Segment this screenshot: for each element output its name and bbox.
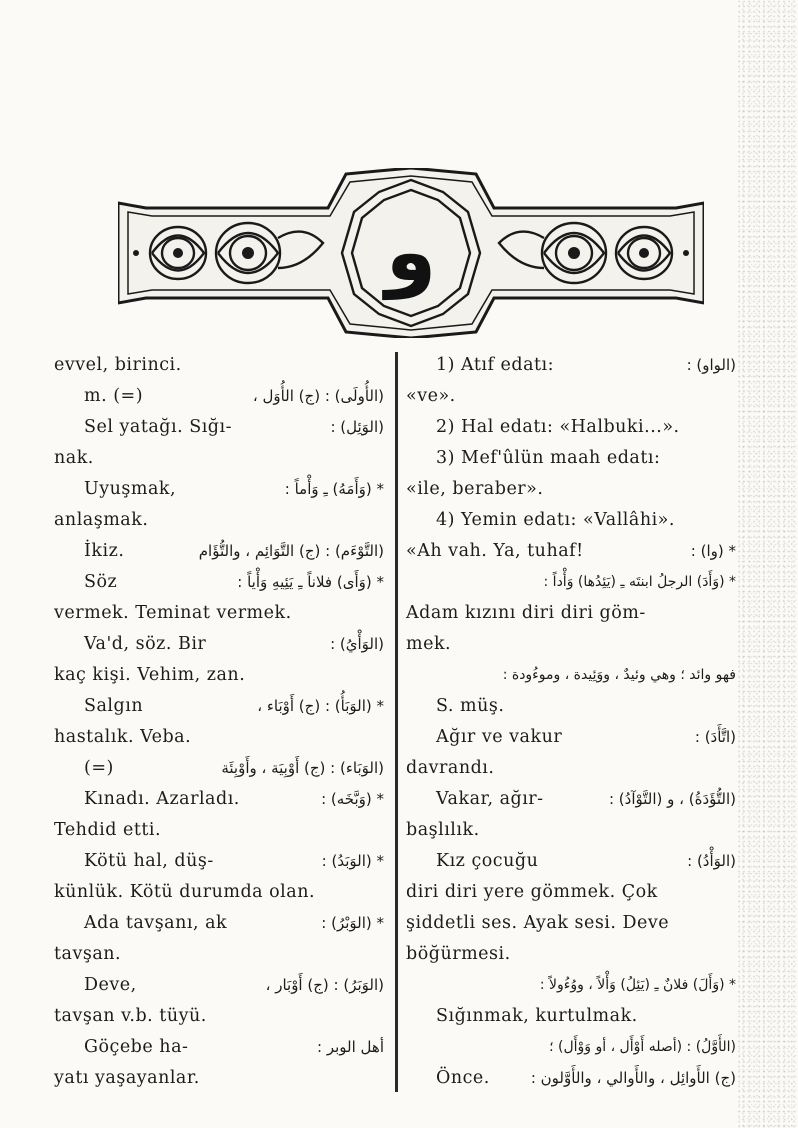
- decorative-header-banner: [118, 168, 704, 338]
- dictionary-line: [406, 474, 736, 505]
- dictionary-line: [54, 1032, 384, 1063]
- dictionary-line: [406, 505, 736, 536]
- dictionary-line: [54, 877, 384, 908]
- left-column: [54, 350, 384, 1094]
- dictionary-line: [406, 722, 736, 753]
- turkish-text: tavşan.: [54, 944, 122, 964]
- turkish-text: Kınadı. Azarladı.: [84, 789, 240, 809]
- column-divider: [395, 352, 398, 1092]
- turkish-text: Ağır ve vakur: [436, 727, 563, 747]
- turkish-text: anlaşmak.: [54, 510, 149, 530]
- dictionary-line: [54, 505, 384, 536]
- dictionary-line: [406, 381, 736, 412]
- turkish-text: kaç kişi. Vehim, zan.: [54, 665, 246, 685]
- dictionary-line: [54, 567, 384, 598]
- arabic-text: * (الوَبْرُ) :: [321, 914, 384, 932]
- dictionary-line: [406, 846, 736, 877]
- dictionary-line: [54, 753, 384, 784]
- turkish-text: Uyuşmak,: [84, 479, 177, 499]
- turkish-text: şiddetli ses. Ayak sesi. Deve: [406, 913, 670, 933]
- turkish-text: m. (=): [84, 386, 144, 406]
- dictionary-line: [54, 1063, 384, 1094]
- turkish-text: künlük. Kötü durumda olan.: [54, 882, 316, 902]
- dictionary-line: [406, 815, 736, 846]
- turkish-text: Önce.: [436, 1068, 490, 1088]
- turkish-text: Ada tavşanı, ak: [84, 913, 228, 933]
- dictionary-line: [406, 567, 736, 598]
- turkish-text: S. müş.: [436, 696, 505, 716]
- arabic-text: (الواو) :: [686, 356, 736, 374]
- turkish-text: Söz: [84, 572, 118, 592]
- turkish-text: mek.: [406, 634, 452, 654]
- arabic-text: * (وا) :: [690, 542, 736, 560]
- dictionary-line: [54, 815, 384, 846]
- dictionary-line: [54, 629, 384, 660]
- turkish-text: 2) Hal edatı: «Halbuki...».: [436, 417, 680, 437]
- dictionary-line: [54, 536, 384, 567]
- turkish-text: Kız çocuğu: [436, 851, 539, 871]
- dictionary-line: [54, 381, 384, 412]
- dictionary-line: [406, 877, 736, 908]
- dictionary-line: [54, 846, 384, 877]
- dictionary-line: [406, 1063, 736, 1094]
- arabic-text: (الوَأْدُ) :: [687, 852, 736, 870]
- arabic-text: أهل الوبر :: [317, 1038, 384, 1056]
- dictionary-line: [406, 1001, 736, 1032]
- dictionary-line: [54, 970, 384, 1001]
- arabic-text: (التُّؤَدَةُ) ، و (التَّوْآدُ) :: [608, 790, 736, 808]
- header-letter: و: [385, 205, 437, 300]
- dictionary-line: [406, 660, 736, 691]
- arabic-text: * (وَأَدَ) الرجلُ ابنتَه ـِ (يَئِدُها) وَأْداً :: [543, 574, 736, 590]
- dictionary-line: [54, 939, 384, 970]
- arabic-text: * (وَأَمَهُ) ـِ وَأْماً :: [284, 480, 384, 498]
- turkish-text: Tehdid etti.: [54, 820, 162, 840]
- turkish-text: Vakar, ağır-: [436, 789, 544, 809]
- turkish-text: Göçebe ha-: [84, 1037, 189, 1057]
- turkish-text: İkiz.: [84, 541, 125, 561]
- dictionary-line: [54, 443, 384, 474]
- dictionary-line: [406, 970, 736, 1001]
- dictionary-line: [406, 753, 736, 784]
- arabic-text: (الأَوَّلُ) : (أصله أَوْأَل ، أو وَوْأَل) ؛: [549, 1039, 736, 1055]
- dictionary-line: [54, 691, 384, 722]
- dictionary-line: [406, 412, 736, 443]
- arabic-text: (الوَبَاء) : (ج) أَوْبِيَة ، وأَوْبِئَة: [221, 759, 384, 777]
- dictionary-line: [54, 1001, 384, 1032]
- turkish-text: (=): [84, 758, 114, 778]
- arabic-text: (التَّوْءَم) : (ج) التَّوَائِم ، والتُّؤَام: [198, 542, 384, 560]
- arabic-text: (اتَّأَدَ) :: [694, 728, 736, 746]
- turkish-text: 1) Atıf edatı:: [436, 355, 555, 375]
- arabic-text: (الوَأْيُ) :: [330, 635, 384, 653]
- dictionary-line: [406, 443, 736, 474]
- turkish-text: tavşan v.b. tüyü.: [54, 1006, 207, 1026]
- page-edge-texture: [738, 0, 798, 1128]
- arabic-text: * (وَأَى) فلاناً ـِ يَئِيهِ وَأْياً :: [237, 573, 384, 591]
- turkish-text: Kötü hal, düş-: [84, 851, 214, 871]
- turkish-text: davrandı.: [406, 758, 495, 778]
- dictionary-line: [54, 412, 384, 443]
- turkish-text: hastalık. Veba.: [54, 727, 192, 747]
- turkish-text: Sığınmak, kurtulmak.: [436, 1006, 638, 1026]
- turkish-text: Salgın: [84, 696, 144, 716]
- dictionary-line: [406, 536, 736, 567]
- dictionary-line: [54, 722, 384, 753]
- dictionary-line: [54, 908, 384, 939]
- dictionary-line: [406, 784, 736, 815]
- dictionary-line: [54, 598, 384, 629]
- dictionary-line: [406, 1032, 736, 1063]
- right-column: [406, 350, 736, 1094]
- turkish-text: Sel yatağı. Sığı-: [84, 417, 233, 437]
- dictionary-line: [406, 908, 736, 939]
- dictionary-line: [406, 629, 736, 660]
- arabic-text: (ج) الأَوائِل ، والأَوالي ، والأَوَّلون :: [530, 1069, 736, 1087]
- turkish-text: Adam kızını diri diri göm-: [406, 603, 646, 623]
- turkish-text: diri diri yere gömmek. Çok: [406, 882, 658, 902]
- arabic-text: * (الوَبَدُ) :: [321, 852, 384, 870]
- turkish-text: nak.: [54, 448, 94, 468]
- arabic-text: * (الوَبَأُ) : (ج) أَوْبَاء ،: [257, 697, 384, 715]
- turkish-text: Deve,: [84, 975, 137, 995]
- turkish-text: böğürmesi.: [406, 944, 511, 964]
- turkish-text: evvel, birinci.: [54, 355, 182, 375]
- turkish-text: «Ah vah. Ya, tuhaf!: [406, 541, 584, 561]
- arabic-text: * (وَأَلَ) فلانٌ ـِ (يَئِلُ) وَأْلاً ، ووُءُولاً :: [539, 977, 736, 993]
- turkish-text: Va'd, söz. Bir: [84, 634, 207, 654]
- turkish-text: 3) Mef'ûlün maah edatı:: [436, 448, 661, 468]
- dictionary-line: [54, 784, 384, 815]
- turkish-text: yatı yaşayanlar.: [54, 1068, 200, 1088]
- turkish-text: 4) Yemin edatı: «Vallâhi».: [436, 510, 675, 530]
- arabic-text: فهو وائد ؛ وهي وئيدٌ ، ووَئِيدة ، وموءُودة :: [502, 667, 736, 683]
- dictionary-line: [406, 691, 736, 722]
- turkish-text: başlılık.: [406, 820, 480, 840]
- dictionary-line: [406, 598, 736, 629]
- turkish-text: «ile, beraber».: [406, 479, 544, 499]
- turkish-text: vermek. Teminat vermek.: [54, 603, 292, 623]
- arabic-text: (الوَبَرُ) : (ج) أَوْبَار ،: [265, 976, 384, 994]
- turkish-text: «ve».: [406, 386, 456, 406]
- dictionary-line: [406, 350, 736, 381]
- arabic-text: (الأُولَى) : (ج) الأُوَل ،: [252, 387, 384, 405]
- arabic-text: (الوَئِل) :: [330, 418, 384, 436]
- dictionary-line: [54, 660, 384, 691]
- dictionary-line: [406, 939, 736, 970]
- arabic-text: * (وَبَّخَه) :: [321, 790, 384, 808]
- dictionary-line: [54, 474, 384, 505]
- dictionary-line: [54, 350, 384, 381]
